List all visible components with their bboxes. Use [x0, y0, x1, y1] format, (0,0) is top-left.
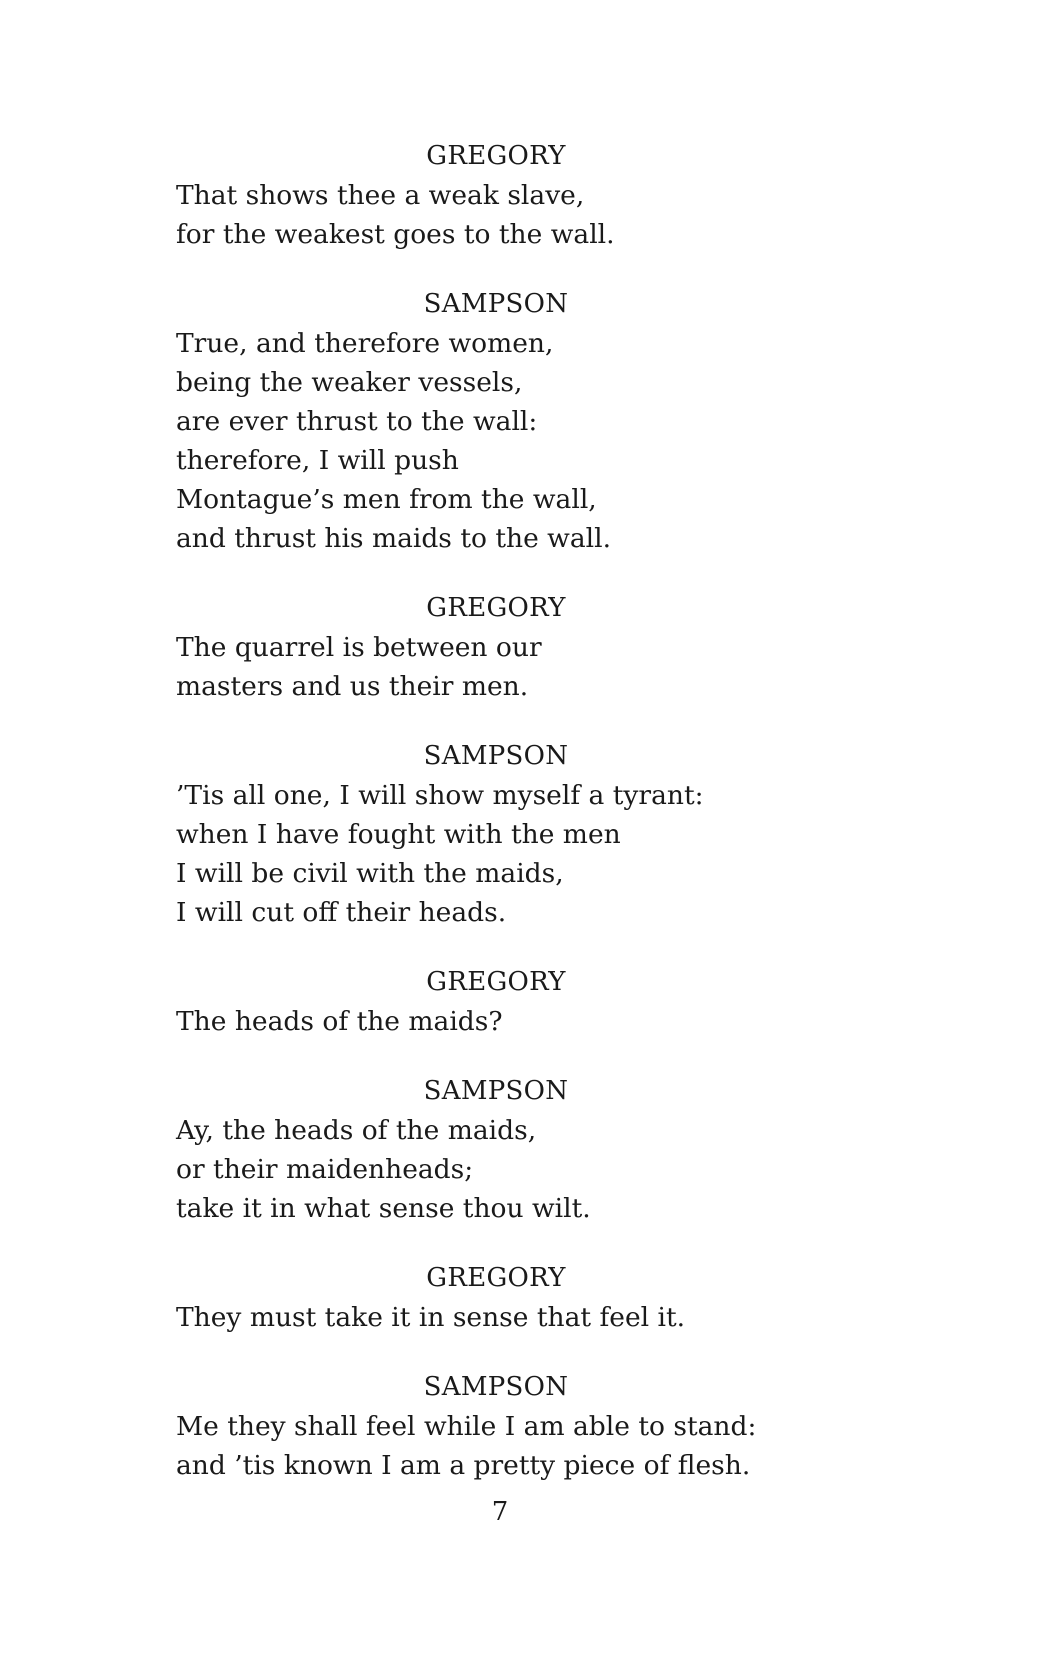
dialogue-line: for the weakest goes to the wall.: [176, 219, 615, 250]
dialogue-line: The heads of the maids?: [176, 1006, 503, 1037]
speaker-name: GREGORY: [426, 141, 566, 171]
dialogue-line: take it in what sense thou wilt.: [176, 1193, 591, 1224]
dialogue-line: True, and therefore women,: [176, 328, 554, 359]
speech-block: [176, 1368, 816, 1485]
dialogue-line: I will be civil with the maids,: [176, 858, 564, 889]
dialogue-line: Me they shall feel while I am able to stand:: [176, 1411, 757, 1442]
speech-block: [176, 1072, 816, 1228]
speaker-name: SAMPSON: [423, 1372, 569, 1402]
speech-block: [176, 737, 816, 932]
dialogue-line: The quarrel is between our: [176, 632, 542, 663]
speech-block: [176, 137, 816, 254]
speech-block: [176, 963, 816, 1041]
dialogue-line: I will cut off their heads.: [176, 897, 507, 928]
dialogue-line: That shows thee a weak slave,: [176, 180, 585, 211]
speaker-name: GREGORY: [426, 967, 566, 997]
speech-block: [176, 285, 816, 558]
dialogue-line: and thrust his maids to the wall.: [176, 523, 612, 554]
dialogue-line: Ay, the heads of the maids,: [176, 1115, 537, 1146]
dialogue-line: and ’tis known I am a pretty piece of flesh.: [176, 1450, 751, 1481]
dialogue-line: masters and us their men.: [176, 671, 529, 702]
dialogue-line: therefore, I will push: [176, 445, 459, 476]
speaker-name: SAMPSON: [423, 1076, 569, 1106]
dialogue-line: when I have fought with the men: [176, 819, 621, 850]
dialogue-text: [176, 137, 816, 1516]
dialogue-line: Montague’s men from the wall,: [176, 484, 597, 515]
dialogue-line: or their maidenheads;: [176, 1154, 474, 1185]
speaker-name: GREGORY: [426, 593, 566, 623]
speech-block: [176, 1259, 816, 1337]
dialogue-line: They must take it in sense that feel it.: [176, 1302, 686, 1333]
speaker-name: SAMPSON: [423, 741, 569, 771]
speech-block: [176, 589, 816, 706]
speaker-name: GREGORY: [426, 1263, 566, 1293]
dialogue-line: ’Tis all one, I will show myself a tyrant:: [176, 780, 704, 811]
dialogue-line: are ever thrust to the wall:: [176, 406, 538, 437]
speaker-name: SAMPSON: [423, 289, 569, 319]
page-number: 7: [491, 1497, 509, 1527]
dialogue-line: being the weaker vessels,: [176, 367, 523, 398]
